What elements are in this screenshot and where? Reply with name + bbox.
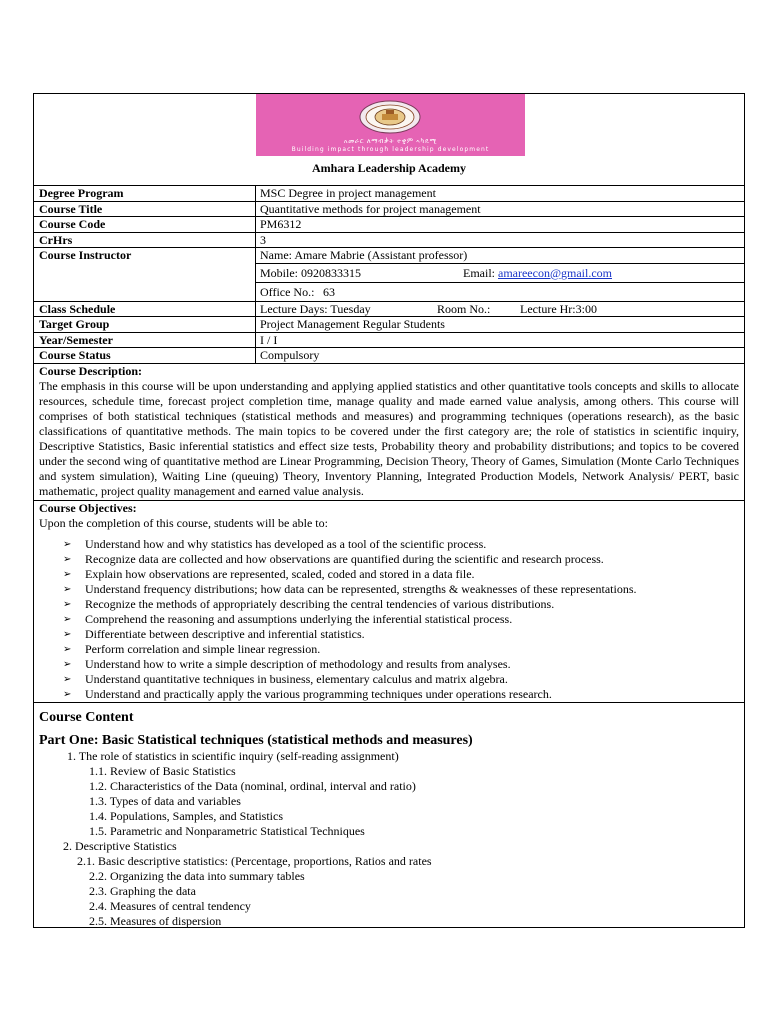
course-outline-document	[33, 93, 745, 928]
email-label: Email:	[463, 265, 495, 280]
arrow-bullet-icon: ➢	[63, 583, 72, 595]
year-label: Year/Semester	[34, 333, 256, 348]
arrow-bullet-icon: ➢	[63, 538, 72, 550]
course-content-section	[34, 703, 744, 929]
list-item: 1.5. Parametric and Nonparametric Statistical Techniques	[89, 823, 365, 838]
code-label: Course Code	[34, 217, 256, 232]
instructor-details	[256, 248, 744, 301]
objective-text: Comprehend the reasoning and assumptions underlying the inferential statistical process.	[85, 611, 513, 626]
lecture-hours: Lecture Hr:3:00	[520, 301, 597, 316]
list-item: 1.2. Characteristics of the Data (nominal, ordinal, interval and ratio)	[89, 778, 416, 793]
info-row-target	[34, 317, 744, 333]
course-objectives-section	[34, 501, 744, 703]
room-no: Room No.:	[437, 301, 491, 316]
target-value: Project Management Regular Students	[260, 317, 445, 331]
info-row-code	[34, 217, 744, 233]
arrow-bullet-icon: ➢	[63, 673, 72, 685]
arrow-bullet-icon: ➢	[63, 553, 72, 565]
crhrs-label: CrHrs	[34, 233, 256, 248]
institution-name: Amhara Leadership Academy	[312, 161, 466, 175]
instructor-contact	[256, 263, 744, 282]
arrow-bullet-icon: ➢	[63, 628, 72, 640]
content-heading: Course Content	[39, 709, 134, 725]
list-item	[63, 537, 739, 552]
list-item	[63, 582, 739, 597]
list-item	[63, 567, 739, 582]
list-item: 2.2. Organizing the data into summary tables	[89, 868, 305, 883]
objective-text: Understand quantitative techniques in business, elementary calculus and matrix algebra.	[85, 671, 508, 686]
status-label: Course Status	[34, 348, 256, 363]
section-1-title: 1. The role of statistics in scientific inquiry (self-reading assignment)	[67, 748, 399, 763]
info-row-instructor	[34, 248, 744, 302]
list-item: 1.3. Types of data and variables	[89, 793, 241, 808]
year-value: I / I	[260, 332, 278, 347]
office-value: 63	[323, 284, 335, 299]
list-item: 2.1. Basic descriptive statistics: (Percentage, proportions, Ratios and rates	[77, 853, 432, 868]
arrow-bullet-icon: ➢	[63, 613, 72, 625]
crhrs-value: 3	[260, 232, 266, 247]
objective-text: Perform correlation and simple linear regression.	[85, 641, 321, 656]
instructor-label: Course Instructor	[34, 248, 256, 301]
lecture-days: Lecture Days: Tuesday	[260, 301, 371, 316]
info-row-degree	[34, 186, 744, 202]
objective-text: Understand how and why statistics has developed as a tool of the scientific process.	[85, 536, 487, 551]
title-label: Course Title	[34, 202, 256, 217]
logo-tagline-amharic: አመራር ለማብቃት ተቋም ኣካዴሚ	[343, 137, 438, 145]
section-2-title: 2. Descriptive Statistics	[63, 838, 177, 853]
list-item: 2.4. Measures of central tendency	[89, 898, 251, 913]
list-item: 2.5. Measures of dispersion	[89, 913, 222, 928]
degree-label: Degree Program	[34, 186, 256, 201]
list-item	[63, 552, 739, 567]
office-label: Office No.:	[260, 284, 315, 299]
arrow-bullet-icon: ➢	[63, 688, 72, 700]
list-item	[63, 672, 739, 687]
objective-text: Recognize the methods of appropriately describing the central tendencies of various distributions.	[85, 596, 555, 611]
list-item: 1.1. Review of Basic Statistics	[89, 763, 236, 778]
info-row-schedule	[34, 302, 744, 318]
status-value: Compulsory	[260, 348, 320, 362]
instructor-office	[256, 282, 744, 301]
arrow-bullet-icon: ➢	[63, 598, 72, 610]
description-heading: Course Description:	[39, 363, 142, 378]
objective-text: Recognize data are collected and how observations are quantified during the scientific and research process.	[85, 551, 604, 566]
list-item	[63, 657, 739, 672]
instructor-mobile: Mobile: 0920833315	[260, 265, 361, 280]
objectives-list	[39, 537, 739, 702]
academy-seal-icon	[359, 100, 421, 134]
info-row-crhrs	[34, 233, 744, 249]
logo-tagline-english: Building impact through leadership development	[291, 146, 490, 153]
schedule-label: Class Schedule	[34, 302, 256, 317]
list-item: 2.3. Graphing the data	[89, 883, 196, 898]
objective-text: Explain how observations are represented, scaled, coded and stored in a data file.	[85, 566, 475, 581]
arrow-bullet-icon: ➢	[63, 658, 72, 670]
document-header	[34, 94, 744, 186]
course-info-table	[34, 186, 744, 364]
objectives-heading: Course Objectives:	[39, 500, 137, 515]
description-text: The emphasis in this course will be upon understanding and applying applied statistics and other quantitative tools concepts and skills to allocate resources, schedule time, forecast project completion time, manage quality and made earned value analysis, among others. This course will comprises of both statistical techniques (statistical methods and measures) and programming techniques (operations research), as the basic classifications of quantitative methods. The main topics to be covered under the first category are; the role of statistics in scientific inquiry, Descriptive Statistics, Basic inferential statistics and effect size tests, Probability theory and probability distributions; and topics to be covered under the second wing of quantitative method are Linear Programming, Decision Theory, Theory of Games, Simulation (Monte Carlo Techniques and system simulation), Waiting Line (queuing) Theory, Inventory Planning, Integrated Production Models, Network Analysis/ PERT, basic mathematic, project quality management and earned value analysis.	[39, 378, 739, 498]
arrow-bullet-icon: ➢	[63, 568, 72, 580]
objective-text: Differentiate between descriptive and inferential statistics.	[85, 626, 365, 641]
info-row-title	[34, 202, 744, 218]
objective-text: Understand how to write a simple description of methodology and results from analyses.	[85, 656, 511, 671]
list-item	[63, 627, 739, 642]
title-value: Quantitative methods for project management	[260, 201, 481, 216]
instructor-name: Name: Amare Mabrie (Assistant professor)	[260, 248, 468, 262]
degree-value: MSC Degree in project management	[260, 186, 436, 200]
list-item	[63, 687, 739, 702]
target-label: Target Group	[34, 317, 256, 332]
list-item	[63, 597, 739, 612]
objectives-intro: Upon the completion of this course, students will be able to:	[39, 515, 328, 530]
code-value: PM6312	[260, 217, 302, 231]
list-item: 1.4. Populations, Samples, and Statistics	[89, 808, 283, 823]
instructor-email-link[interactable]: amareecon@gmail.com	[498, 265, 612, 280]
course-description-section	[34, 364, 744, 501]
list-item	[63, 612, 739, 627]
info-row-status	[34, 348, 744, 364]
part-one-heading: Part One: Basic Statistical techniques (statistical methods and measures)	[39, 732, 473, 748]
objective-text: Understand and practically apply the various programming techniques under operations research.	[85, 686, 552, 701]
academy-logo-banner	[256, 94, 525, 156]
info-row-year	[34, 333, 744, 349]
objective-text: Understand frequency distributions; how data can be represented, strengths & weaknesses of these representations.	[85, 581, 637, 596]
schedule-value	[256, 302, 744, 317]
arrow-bullet-icon: ➢	[63, 643, 72, 655]
list-item	[63, 642, 739, 657]
